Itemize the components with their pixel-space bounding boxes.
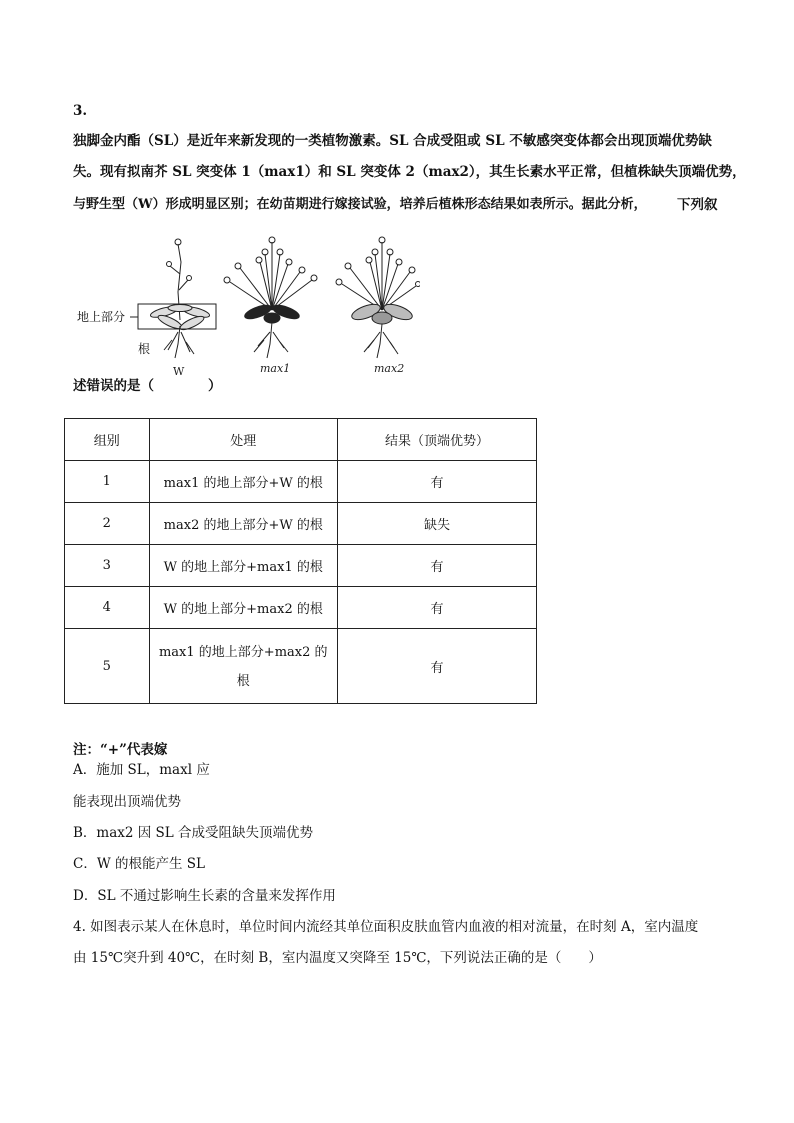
header-group: 组别	[65, 419, 150, 461]
question-stem-line4: 述错误的是（ ）	[73, 378, 222, 394]
caption-max1: max1	[260, 362, 291, 375]
cell-result: 缺失	[337, 503, 536, 545]
cell-result: 有	[337, 587, 536, 629]
cell-group: 1	[65, 461, 150, 503]
table-row	[65, 629, 537, 704]
table-note: 注：“+”代表嫁	[73, 742, 168, 758]
cell-result: 有	[337, 545, 536, 587]
option-b: B．max2 因 SL 合成受阻缺失顶端优势	[73, 825, 314, 841]
option-a-line1: A．施加 SL，maxl 应	[73, 762, 210, 778]
question-number: 3.	[73, 103, 88, 119]
cell-result: 有	[337, 629, 536, 704]
label-above-ground: 地上部分	[77, 310, 126, 324]
cell-treatment	[149, 629, 337, 704]
max1-plant	[224, 237, 317, 358]
w-plant	[149, 239, 210, 358]
table-row	[65, 587, 537, 629]
label-root: 根	[138, 342, 151, 356]
cell-treatment: W 的地上部分+max1 的根	[149, 545, 337, 587]
cell-treatment: max1 的地上部分+W 的根	[149, 461, 337, 503]
cell-treatment-line2: 根	[236, 674, 250, 689]
question4-line2: 由 15℃突升到 40℃，在时刻 B，室内温度又突降至 15℃，下列说法正确的是（ ）	[73, 950, 602, 966]
option-c: C．W 的根能产生 SL	[73, 856, 206, 872]
header-treatment: 处理	[149, 419, 337, 461]
caption-max2: max2	[374, 362, 405, 375]
header-result: 结果（顶端优势）	[337, 419, 536, 461]
max2-plant	[336, 237, 420, 358]
cell-group: 5	[65, 629, 150, 704]
results-table	[64, 418, 537, 704]
question-stem-line3-tail: 下列叙	[677, 197, 718, 213]
table-header-row	[65, 419, 537, 461]
question4-line1: 4. 如图表示某人在休息时，单位时间内流经其单位面积皮肤血管内血液的相对流量，在时刻 A，室内温度	[73, 919, 699, 935]
cell-treatment-line1: max1 的地上部分+max2 的	[158, 645, 328, 660]
cell-treatment: W 的地上部分+max2 的根	[149, 587, 337, 629]
cell-group: 4	[65, 587, 150, 629]
option-a-line2: 能表现出顶端优势	[73, 794, 181, 810]
cell-group: 2	[65, 503, 150, 545]
cell-group: 3	[65, 545, 150, 587]
cell-treatment: max2 的地上部分+W 的根	[149, 503, 337, 545]
question-stem-line3: 与野生型（W）形成明显区别；在幼苗期进行嫁接试验，培养后植株形态结果如表所示。据此分析，	[73, 197, 647, 212]
table-row	[65, 461, 537, 503]
caption-w: W	[173, 365, 185, 378]
table-row	[65, 545, 537, 587]
table-row	[65, 503, 537, 545]
cell-result: 有	[337, 461, 536, 503]
plant-figure	[60, 232, 420, 382]
option-d: D．SL 不通过影响生长素的含量来发挥作用	[73, 888, 336, 904]
question-stem-line2: 失。现有拟南芥 SL 突变体 1（max1）和 SL 突变体 2（max2），其生长素水平正常，但植株缺失顶端优势，	[73, 164, 746, 180]
question-stem-line1: 独脚金内酯（SL）是近年来新发现的一类植物激素。SL 合成受阻或 SL 不敏感突变体都会出现顶端优势缺	[73, 133, 712, 149]
